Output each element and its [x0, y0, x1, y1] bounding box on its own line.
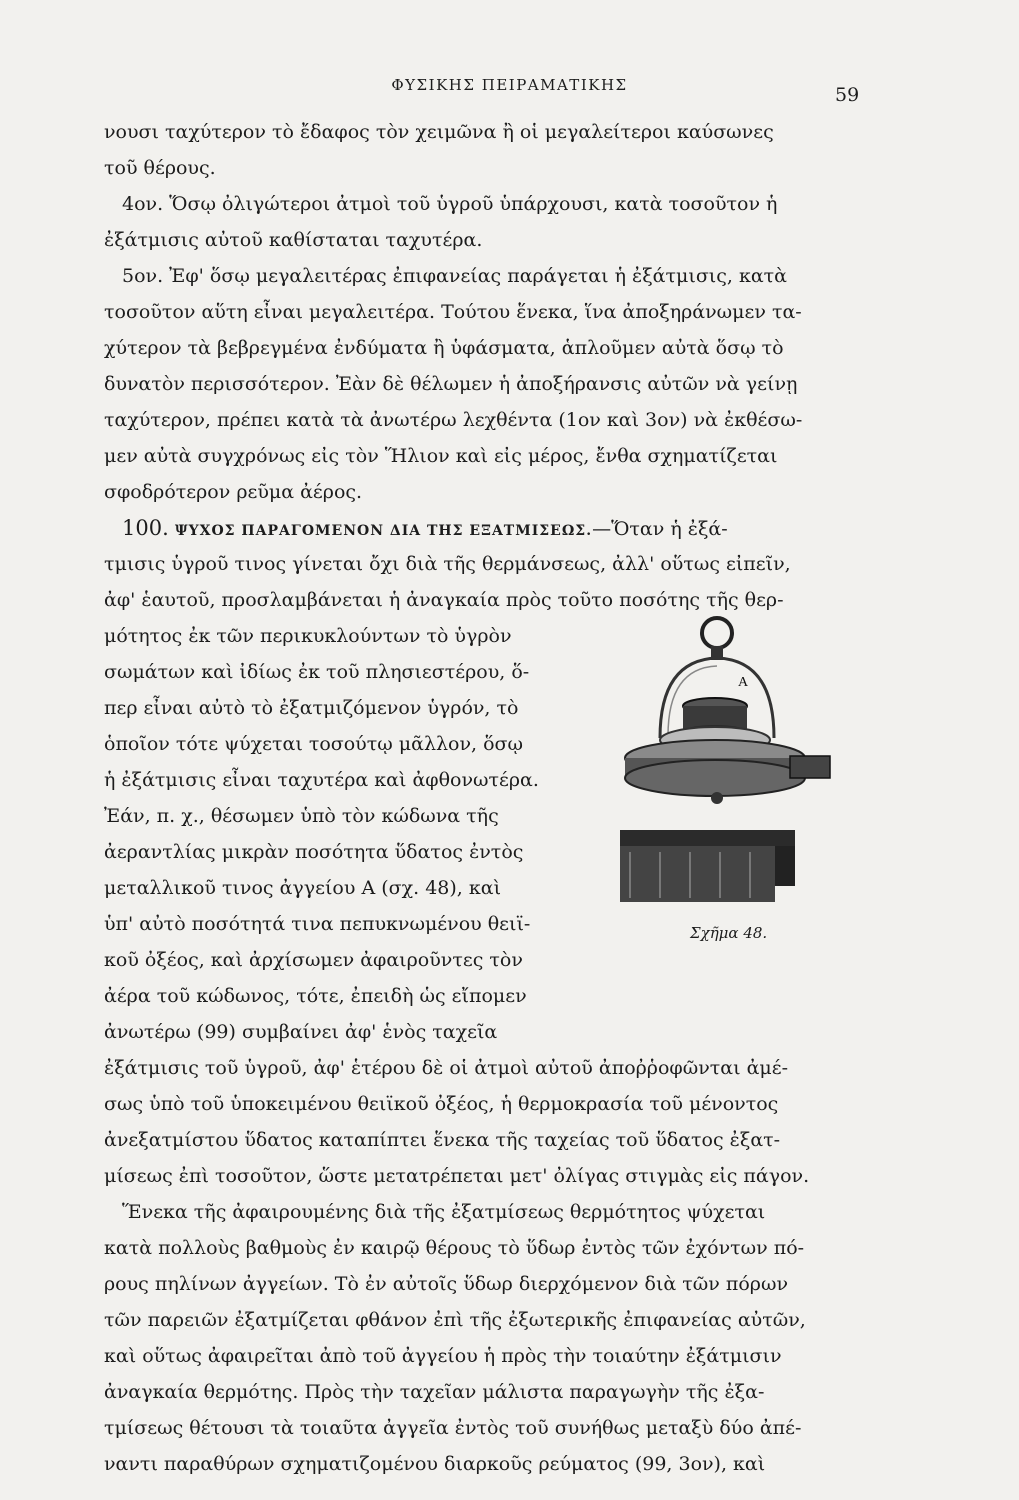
- text-line: 4ον. Ὅσῳ ὀλιγώτεροι ἀτμοὶ τοῦ ὑγροῦ ὑπάρχουσι, κατὰ τοσοῦτον ἡ: [122, 193, 778, 215]
- text-line: ἡ ἐξάτμισις εἶναι ταχυτέρα καὶ ἀφθονωτέρα.: [104, 769, 539, 791]
- text-line: χύτερον τὰ βεβρεγμένα ἐνδύματα ἢ ὑφάσματα, ἁπλοῦμεν αὐτὰ ὅσῳ τὸ: [104, 337, 784, 359]
- text-line: κοῦ ὀξέος, καὶ ἀρχίσωμεν ἀφαιροῦντες τὸν: [104, 949, 523, 971]
- section-first-line: —Ὅταν ἡ ἐξά-: [592, 518, 728, 540]
- ring-handle: [702, 618, 732, 648]
- text-line: σφοδρότερον ρεῦμα ἀέρος.: [104, 481, 363, 503]
- text-line: ἀναγκαία θερμότης. Πρὸς τὴν ταχεῖαν μάλιστα παραγωγὴν τῆς ἐξα-: [104, 1381, 765, 1403]
- text-line: ὑπ' αὐτὸ ποσότητά τινα πεπυκνωμένου θειϊ-: [104, 913, 531, 935]
- text-line: ναντι παραθύρων σχηματιζομένου διαρκοῦς ρεύματος (99, 3ον), καὶ: [104, 1453, 766, 1475]
- text-line: Ἕνεκα τῆς ἀφαιρουμένης διὰ τῆς ἐξατμίσεως θερμότητος ψύχεται: [122, 1201, 766, 1223]
- page-number: 59: [835, 84, 860, 106]
- valve: [790, 756, 830, 778]
- text-line: καὶ οὕτως ἀφαιρεῖται ἀπὸ τοῦ ἀγγείου ἡ πρὸς τὴν τοιαύτην ἐξάτμισιν: [104, 1345, 782, 1367]
- text-line: δυνατὸν περισσότερον. Ἐὰν δὲ θέλωμεν ἡ ἀποξήρανσις αὐτῶν νὰ γείνῃ: [104, 373, 798, 395]
- section-number: 100.: [122, 516, 169, 540]
- text-line: μίσεως ἐπὶ τοσοῦτον, ὥστε μετατρέπεται μετ' ὀλίγας στιγμὰς εἰς πάγον.: [104, 1165, 810, 1187]
- running-title: ΦΥΣΙΚΗΣ ΠΕΙΡΑΜΑΤΙΚΗΣ: [391, 76, 628, 94]
- text-line: μότητος ἐκ τῶν περικυκλούντων τὸ ὑγρὸν: [104, 625, 512, 647]
- text-line: τοῦ θέρους.: [104, 157, 216, 179]
- text-line: κατὰ πολλοὺς βαθμοὺς ἐν καιρῷ θέρους τὸ ὕδωρ ἐντὸς τῶν ἐχόντων πό-: [104, 1237, 805, 1259]
- text-line: 5ον. Ἐφ' ὅσῳ μεγαλειτέρας ἐπιφανείας παράγεται ἡ ἐξάτμισις, κατὰ: [122, 265, 787, 287]
- text-line: ἀνεξατμίστου ὕδατος καταπίπτει ἕνεκα τῆς ταχείας τοῦ ὕδατος ἐξατ-: [104, 1129, 781, 1151]
- figure-label-a: Α: [738, 675, 749, 690]
- text-line: περ εἶναι αὐτὸ τὸ ἐξατμιζόμενον ὑγρόν, τὸ: [104, 697, 519, 719]
- bell-jar-air-pump-icon: [620, 608, 870, 908]
- text-line: ρους πηλίνων ἀγγείων. Τὸ ἐν αὐτοῖς ὕδωρ διερχόμενον διὰ τῶν πόρων: [104, 1273, 788, 1295]
- text-line: ἀνωτέρω (99) συμβαίνει ἀφ' ἑνὸς ταχεῖα: [104, 1021, 498, 1043]
- text-line: ὁποῖον τότε ψύχεται τοσούτῳ μᾶλλον, ὅσῳ: [104, 733, 524, 755]
- text-line: ἀεραντλίας μικρὰν ποσότητα ὕδατος ἐντὸς: [104, 841, 524, 863]
- text-line: τῶν παρειῶν ἐξατμίζεται φθάνον ἐπὶ τῆς ἐξωτερικῆς ἐπιφανείας αὐτῶν,: [104, 1309, 806, 1331]
- text-line: τμίσεως θέτουσι τὰ τοιαῦτα ἀγγεῖα ἐντὸς τοῦ συνήθως μεταξὺ δύο ἀπέ-: [104, 1417, 802, 1439]
- figure-48-illustration: [620, 608, 870, 908]
- figure-caption: Σχῆμα 48.: [690, 924, 768, 942]
- text-line: τμισις ὑγροῦ τινος γίνεται ὄχι διὰ τῆς θερμάνσεως, ἀλλ' οὕτως εἰπεῖν,: [104, 553, 791, 575]
- text-line: ἀφ' ἑαυτοῦ, προσλαμβάνεται ἡ ἀναγκαία πρὸς τοῦτο ποσότης τῆς θερ-: [104, 589, 784, 611]
- section-heading-line: [104, 510, 874, 546]
- text-line: ἀέρα τοῦ κώδωνος, τότε, ἐπειδὴ ὡς εἴπομεν: [104, 985, 527, 1007]
- text-line: νουσι ταχύτερον τὸ ἔδαφος τὸν χειμῶνα ἢ οἱ μεγαλείτεροι καύσωνες: [104, 121, 774, 143]
- text-line: μεταλλικοῦ τινος ἀγγείου Α (σχ. 48), καὶ: [104, 877, 502, 899]
- text-line: ταχύτερον, πρέπει κατὰ τὰ ἀνωτέρω λεχθέντα (1ον καὶ 3ον) νὰ ἐκθέσω-: [104, 409, 803, 431]
- section-heading: ΨΥΧΟΣ ΠΑΡΑΓΟΜΕΝΟΝ ΔΙΑ ΤΗΣ ΕΞΑΤΜΙΣΕΩΣ.: [174, 523, 593, 539]
- base-top: [620, 830, 795, 846]
- text-line: ἐξάτμισις τοῦ ὑγροῦ, ἀφ' ἑτέρου δὲ οἱ ἀτμοὶ αὐτοῦ ἀποῤῥοφῶνται ἀμέ-: [104, 1057, 789, 1079]
- text-line: τοσοῦτον αὕτη εἶναι μεγαλειτέρα. Τούτου ἕνεκα, ἵνα ἀποξηράνωμεν τα-: [104, 301, 802, 323]
- text-line: Ἐάν, π. χ., θέσωμεν ὑπὸ τὸν κώδωνα τῆς: [104, 805, 499, 827]
- text-line: σως ὑπὸ τοῦ ὑποκειμένου θειϊκοῦ ὀξέος, ἡ θερμοκρασία τοῦ μένοντος: [104, 1093, 779, 1115]
- base-front: [620, 846, 775, 902]
- text-line: σωμάτων καὶ ἰδίως ἐκ τοῦ πλησιεστέρου, ὅ-: [104, 661, 530, 683]
- text-line: ἐξάτμισις αὐτοῦ καθίσταται ταχυτέρα.: [104, 229, 483, 251]
- text-line: μεν αὐτὰ συγχρόνως εἰς τὸν Ἥλιον καὶ εἰς μέρος, ἔνθα σχηματίζεται: [104, 445, 778, 467]
